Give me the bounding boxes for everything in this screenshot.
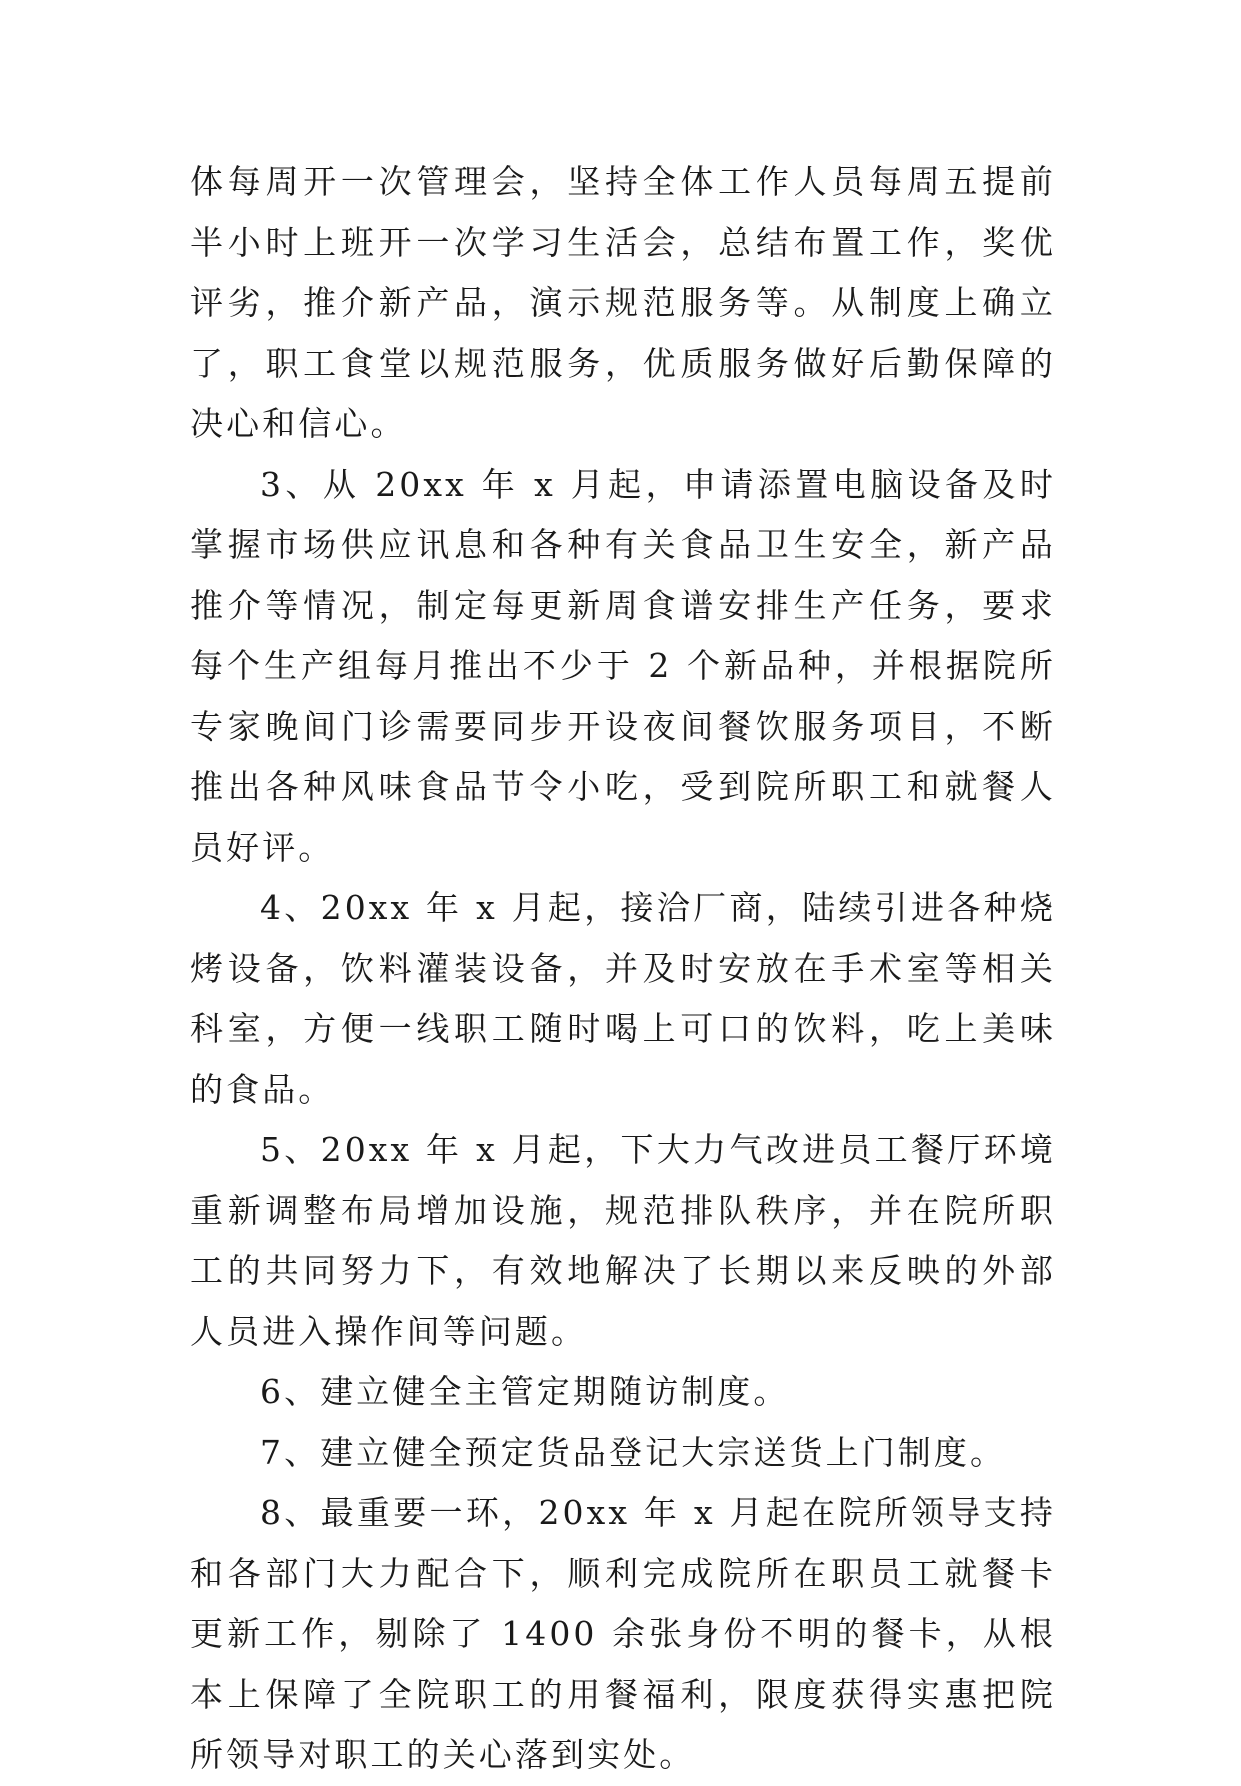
paragraph-item-3: 3、从 20xx 年 x 月起，申请添置电脑设备及时掌握市场供应讯息和各种有关食品卫生安全，新产品推介等情况，制定每更新周食谱安排生产任务，要求每个生产组每月推出不少于 2 个新品种，并根据院所专家晚间门诊需要同步开设夜间餐饮服务项目，不断推出各种风味食品节令小吃，受到院所职工和就餐人员好评。 — [190, 464, 1056, 867]
paragraph-item-7: 7、建立健全预定货品登记大宗送货上门制度。 — [260, 1432, 1007, 1472]
paragraph-continuation: 体每周开一次管理会，坚持全体工作人员每周五提前半小时上班开一次学习生活会，总结布置工作，奖优评劣，推介新产品，演示规范服务等。从制度上确立了，职工食堂以规范服务，优质服务做好后勤保障的决心和信心。 — [190, 162, 1056, 443]
document-body — [190, 152, 1056, 1786]
paragraph-item-4: 4、20xx 年 x 月起，接洽厂商，陆续引进各种烧烤设备，饮料灌装设备，并及时安放在手术室等相关科室，方便一线职工随时喝上可口的饮料，吃上美味的食品。 — [190, 888, 1056, 1109]
paragraph-item-5: 5、20xx 年 x 月起，下大力气改进员工餐厅环境重新调整布局增加设施，规范排队秩序，并在院所职工的共同努力下，有效地解决了长期以来反映的外部人员进入操作间等问题。 — [190, 1130, 1056, 1351]
paragraph-item-8: 8、最重要一环，20xx 年 x 月起在院所领导支持和各部门大力配合下，顺利完成院所在职员工就餐卡更新工作，剔除了 1400 余张身份不明的餐卡，从根本上保障了全院职工的用餐福利，限度获得实惠把院所领导对职工的关心落到实处。 — [190, 1493, 1056, 1774]
paragraph-item-6: 6、建立健全主管定期随访制度。 — [260, 1372, 790, 1411]
